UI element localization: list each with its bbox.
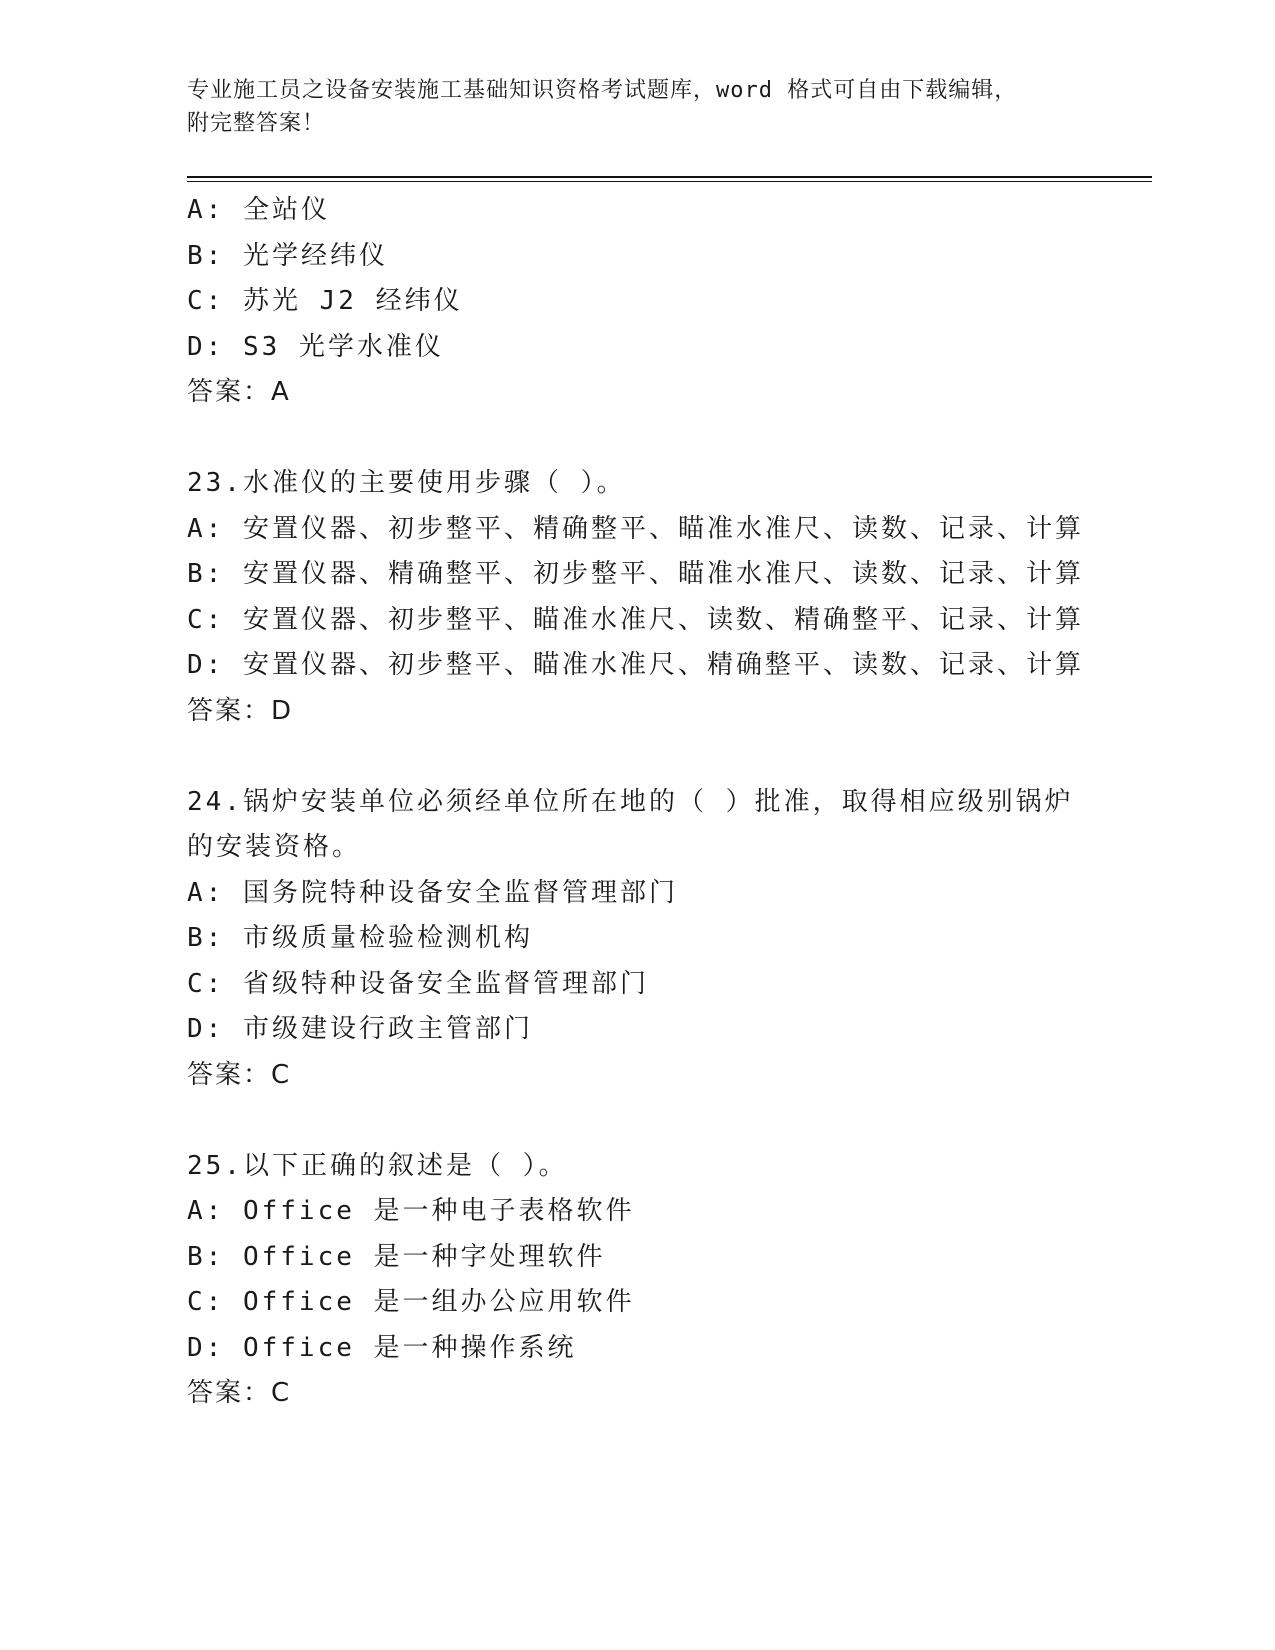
option-b: B: Office 是一种字处理软件 [187, 1241, 606, 1272]
document-header [187, 74, 1067, 140]
option-d: D: 市级建设行政主管部门 [187, 1014, 533, 1044]
question-text-continued: 的安装资格。 [187, 832, 362, 862]
spacer [187, 1098, 1087, 1144]
option-c: C: 苏光 J2 经纬仪 [187, 286, 463, 316]
header-divider-thick [187, 176, 1152, 178]
option-c: C: Office 是一组办公应用软件 [187, 1287, 635, 1317]
question-22 [187, 188, 1087, 416]
spacer [187, 416, 1087, 462]
option-d: D: Office 是一种操作系统 [187, 1332, 577, 1363]
question-23 [187, 461, 1087, 734]
option-a: A: 安置仪器、初步整平、精确整平、瞄准水准尺、读数、记录、计算 [187, 513, 1084, 544]
header-line-2: 附完整答案！ [187, 111, 326, 136]
option-c: C: 省级特种设备安全监督管理部门 [187, 968, 649, 999]
answer-line: 答案：D [187, 695, 294, 726]
option-c: C: 安置仪器、初步整平、瞄准水准尺、读数、精确整平、记录、计算 [187, 604, 1084, 635]
option-a: A: Office 是一种电子表格软件 [187, 1196, 635, 1226]
spacer [187, 734, 1087, 780]
header-divider-thin [187, 181, 1152, 182]
question-25 [187, 1144, 1087, 1417]
option-a: A: 国务院特种设备安全监督管理部门 [187, 877, 678, 908]
answer-line: 答案：C [187, 1378, 292, 1408]
option-b: B: 安置仪器、精确整平、初步整平、瞄准水准尺、读数、记录、计算 [187, 559, 1084, 589]
answer-line: 答案：A [187, 377, 291, 407]
header-line-1: 专业施工员之设备安装施工基础知识资格考试题库，word 格式可自由下载编辑， [187, 78, 1018, 103]
option-d: D: 安置仪器、初步整平、瞄准水准尺、精确整平、读数、记录、计算 [187, 650, 1084, 680]
question-list [187, 188, 1087, 1417]
question-text: 25.以下正确的叙述是（ ）。 [187, 1150, 568, 1181]
option-d: D: S3 光学水准仪 [187, 331, 444, 362]
question-24 [187, 780, 1087, 1099]
option-b: B: 光学经纬仪 [187, 240, 388, 271]
option-b: B: 市级质量检验检测机构 [187, 923, 533, 953]
option-a: A: 全站仪 [187, 195, 330, 225]
question-text: 24.锅炉安装单位必须经单位所在地的（ ）批准，取得相应级别锅炉 [187, 786, 1074, 817]
answer-line: 答案：C [187, 1059, 292, 1090]
question-text: 23.水准仪的主要使用步骤（ ）。 [187, 468, 626, 498]
